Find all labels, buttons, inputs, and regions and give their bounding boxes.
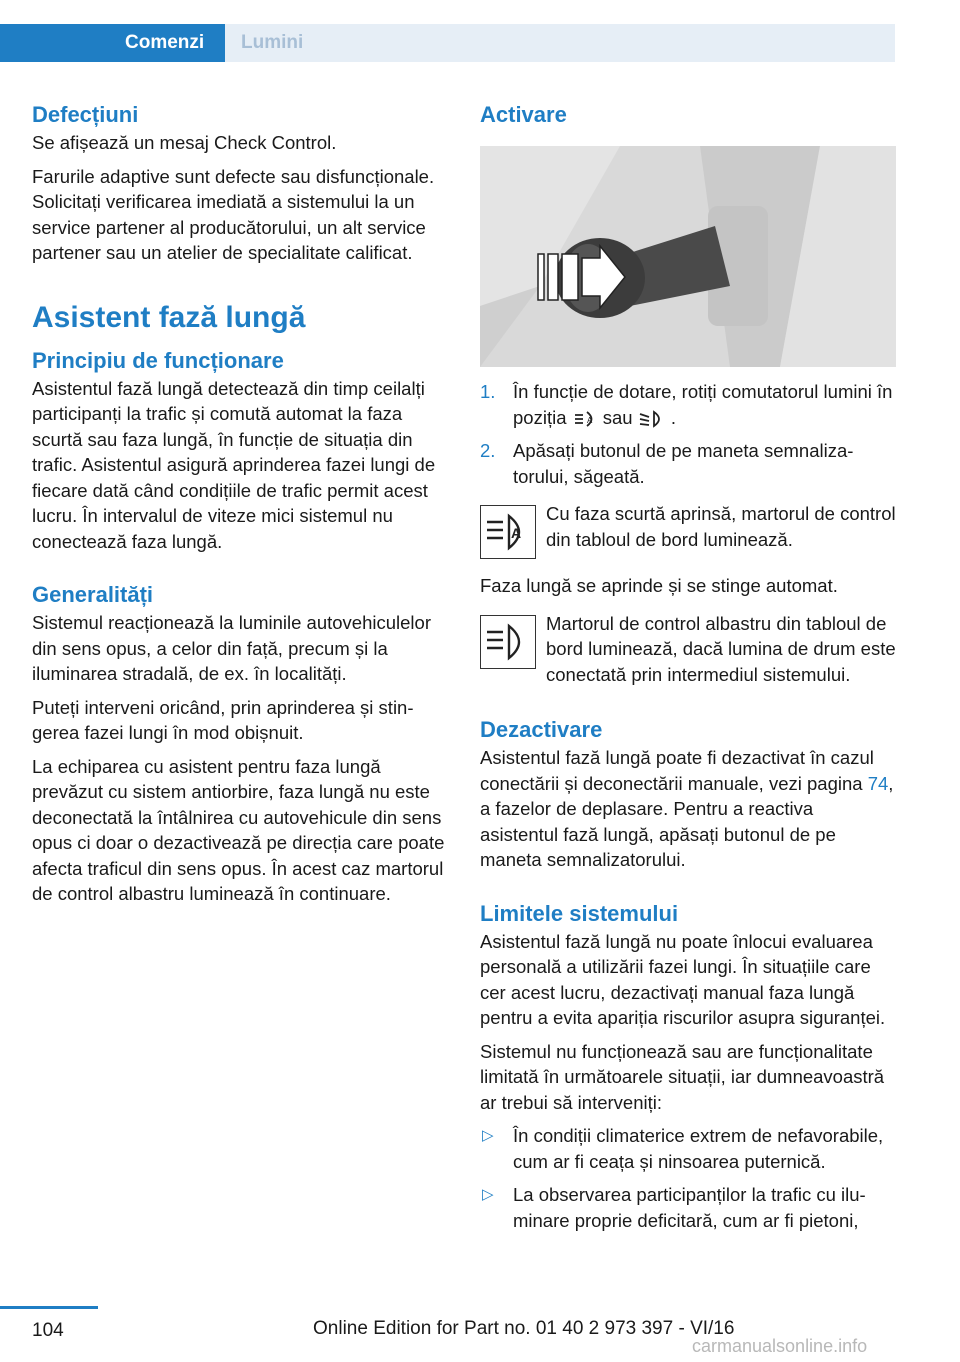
indicator-note-auto <box>480 501 896 563</box>
page-number: 104 <box>32 1320 64 1341</box>
section-title-limitele: Limitele sistemului <box>480 900 679 926</box>
section-title-defectiuni: Defecțiuni <box>32 102 139 127</box>
paragraph-text: , a fazelor de deplasare. Pentru a reactiva asistentul fază lungă, apăsați butonul de pe maneta semnalizatorului. <box>480 772 894 870</box>
paragraph: Asistentul fază lungă nu poate înlocui evaluarea personală a utilizării fazei lungi. În situațiile care cer acest lucru, dezactivați manual faza lungă pentru a evita apariția riscurilor asupra siguranței. <box>480 930 886 1028</box>
tab-comenzi-label: Comenzi <box>125 32 205 53</box>
limitations-list <box>480 1123 896 1233</box>
activation-steps <box>480 379 896 489</box>
section-title-generalitati: Generalități <box>32 582 154 607</box>
right-column <box>480 100 896 1241</box>
high-beam-indicator-icon <box>480 615 536 669</box>
turn-signal-lever-illustration <box>480 146 896 367</box>
paragraph: Puteți interveni oricând, prin aprinderea și stingerea fazei lungi în mod obișnuit. <box>32 696 414 743</box>
tab-lumini[interactable] <box>225 24 895 62</box>
paragraph <box>480 745 896 873</box>
list-item <box>480 379 896 430</box>
indicator-text: Cu faza scurtă aprinsă, martorul de control din tabloul de bord luminează. <box>546 503 896 550</box>
step-text: Apăsați butonul de pe maneta semnalizatorului, săgeată. <box>513 440 854 487</box>
watermark: carmanualsonline.info <box>692 1336 868 1356</box>
page-link[interactable]: 74 <box>867 772 889 794</box>
paragraph-text: Asistentul fază lungă poate fi dezactivat în cazul conectării și deconectării manuale, vezi pagina <box>480 747 874 794</box>
section-title-principiu: Principiu de funcționare <box>32 347 284 373</box>
step-text: . <box>670 406 677 428</box>
left-column <box>32 100 448 915</box>
step-text: sau <box>602 406 633 428</box>
step-number: 1. <box>480 381 496 402</box>
indicator-note-blue <box>480 611 896 688</box>
paragraph: Faza lungă se aprinde și se stinge automat. <box>480 575 838 596</box>
step-text: În funcție de dotare, rotiți comutatorul lumini în poziția <box>513 381 893 428</box>
bullet-triangle-icon: ▷ <box>482 1186 494 1203</box>
list-item <box>480 438 896 489</box>
paragraph: Sistemul nu funcționează sau are funcționalitate limitată în următoarele situații, iar dumneavoastră ar trebui să interveniți: <box>480 1040 885 1113</box>
step-number: 2. <box>480 440 496 461</box>
list-item <box>480 1182 896 1233</box>
bullet-triangle-icon: ▷ <box>482 1127 494 1144</box>
indicator-text: Martorul de control albastru din tabloul de bord luminează, dacă lumina de drum este conectată prin intermediul sistemului. <box>546 612 896 685</box>
page-number-bar <box>0 1306 98 1309</box>
paragraph: Se afișează un mesaj Check Control. <box>32 132 337 153</box>
low-beam-icon <box>638 409 666 429</box>
list-item <box>480 1123 896 1174</box>
tab-comenzi[interactable] <box>0 24 225 62</box>
page-title: Asistent fază lungă <box>32 300 306 334</box>
edition-footer: Online Edition for Part no. 01 40 2 973 397 - VI/16 <box>313 1318 735 1339</box>
paragraph: Sistemul reacționează la luminile autovehiculelor din sens opus, a celor din față, precum și la iluminarea stradală, de ex. în localități. <box>32 612 431 684</box>
paragraph: Asistentul fază lungă detectează din timp ceilalți participanți la trafic și comută automat la faza scurtă sau faza lungă, în funcție de situația din trafic. Asistentul asigură aprinderea fazei lungi de fiecare dată când condițiile de trafic permit acest lucru. În intervalul de viteze mici sistemul nu conectează faza lungă. <box>32 377 436 552</box>
section-title-activare: Activare <box>480 102 567 127</box>
header-bar <box>0 0 960 62</box>
auto-high-beam-indicator-icon <box>480 505 536 559</box>
tab-lumini-label: Lumini <box>241 32 304 53</box>
paragraph: Farurile adaptive sunt defecte sau disfuncționale. Solicitați verificarea imediată a sistemului la un service partener al producătorului, un alt service partener sau un atelier de specialitate calificat. <box>32 165 435 263</box>
paragraph: La echiparea cu asistent pentru faza lungă prevăzut cu sistem antiorbire, faza lungă nu este deconectată la întâlnirea cu autovehicule din sens opus ci doar o dezactivează pe direcția care poate afecta traficul din sens opus. În acest caz martorul de control albastru luminează în continuare. <box>32 755 445 904</box>
bullet-text: În condiții climaterice extrem de nefavorabile, cum ar fi ceața și ninsoarea puternică. <box>513 1125 884 1172</box>
bullet-text: La observarea participanților la trafic cu iluminare proprie deficitară, cum ar fi pietoni, <box>513 1184 866 1231</box>
svg-text:A: A <box>586 415 592 425</box>
svg-text:A: A <box>511 525 522 541</box>
section-title-dezactivare: Dezactivare <box>480 717 603 742</box>
auto-headlight-icon <box>572 409 598 429</box>
